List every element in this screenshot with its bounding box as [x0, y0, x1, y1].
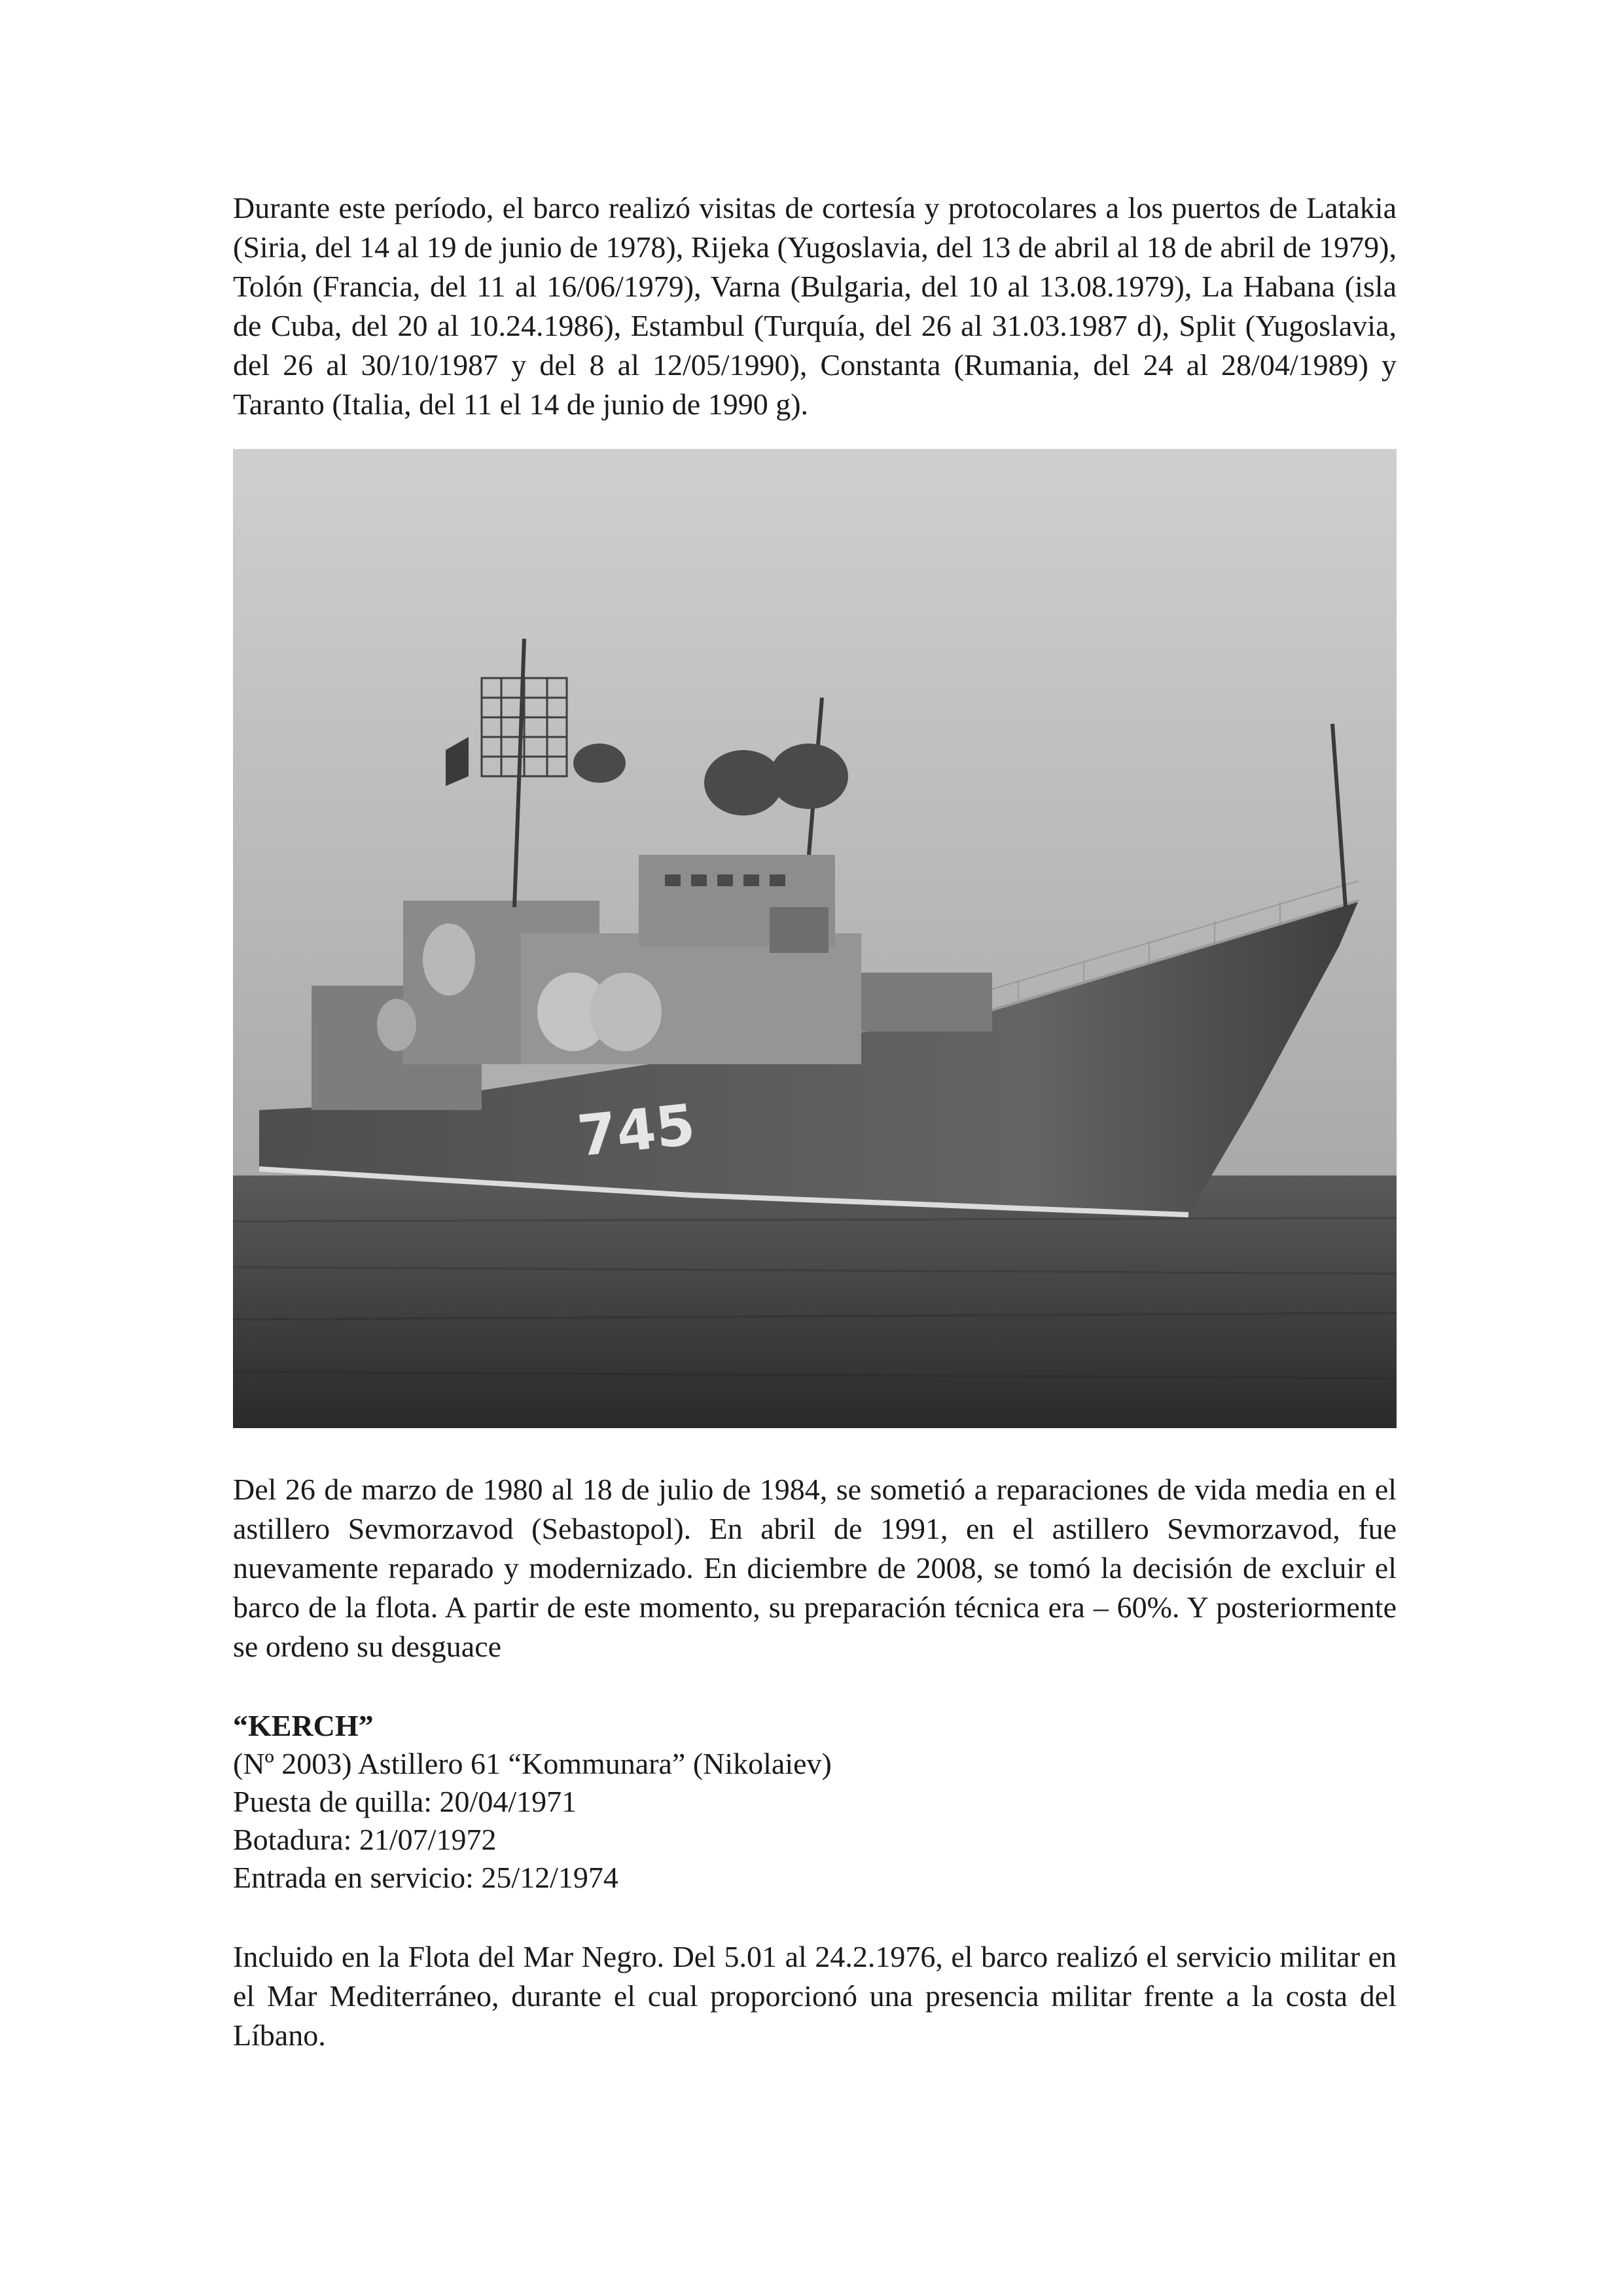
shipyard-line: (Nº 2003) Astillero 61 “Kommunara” (Nikolaiev)	[233, 1747, 832, 1780]
spacer	[233, 1666, 1397, 1707]
keel-date-line: Puesta de quilla: 20/04/1971	[233, 1785, 577, 1818]
kerch-service-paragraph: Incluido en la Flota del Mar Negro. Del 5.01 al 24.2.1976, el barco realizó el servicio militar en el Mar Mediterráneo, durante el cual proporcionó una presencia militar frente a la costa del Líbano.	[233, 1940, 1397, 2052]
hull-number-label: 745	[574, 1092, 698, 1170]
spacer	[233, 1897, 1397, 1937]
document-page	[233, 188, 1397, 2055]
ship-photo	[233, 449, 1397, 1428]
visits-paragraph: Durante este período, el barco realizó visitas de cortesía y protocolares a los puertos de Latakia (Siria, del 14 al 19 de junio de 1978), Rijeka (Yugoslavia, del 13 de abril al 18 de abril de 1979), Tolón (Francia, del 11 al 16/06/1979), Varna (Bulgaria, del 10 al 13.08.1979), La Habana (isla de Cuba, del 20 al 10.24.1986), Estambul (Turquía, del 26 al 31.03.1987 d), Split (Yugoslavia, del 26 al 30/10/1987 y del 8 al 12/05/1990), Constanta (Rumania, del 24 al 28/04/1989) y Taranto (Italia, del 11 el 14 de junio de 1990 g).	[233, 191, 1397, 421]
ship-name-heading: “KERCH”	[233, 1709, 374, 1742]
destroyer-745-image	[233, 449, 1397, 1428]
launch-date-line: Botadura: 21/07/1972	[233, 1823, 497, 1856]
commission-date-line: Entrada en servicio: 25/12/1974	[233, 1861, 618, 1894]
repairs-paragraph: Del 26 de marzo de 1980 al 18 de julio de 1984, se sometió a reparaciones de vida media en el astillero Sevmorzavod (Sebastopol). En abril de 1991, en el astillero Sevmorzavod, fue nuevamente reparado y modernizado. En diciembre de 2008, se tomó la decisión de excluir el barco de la flota. A partir de este momento, su preparación técnica era – 60%. Y posteriormente se ordeno su desguace	[233, 1473, 1397, 1663]
